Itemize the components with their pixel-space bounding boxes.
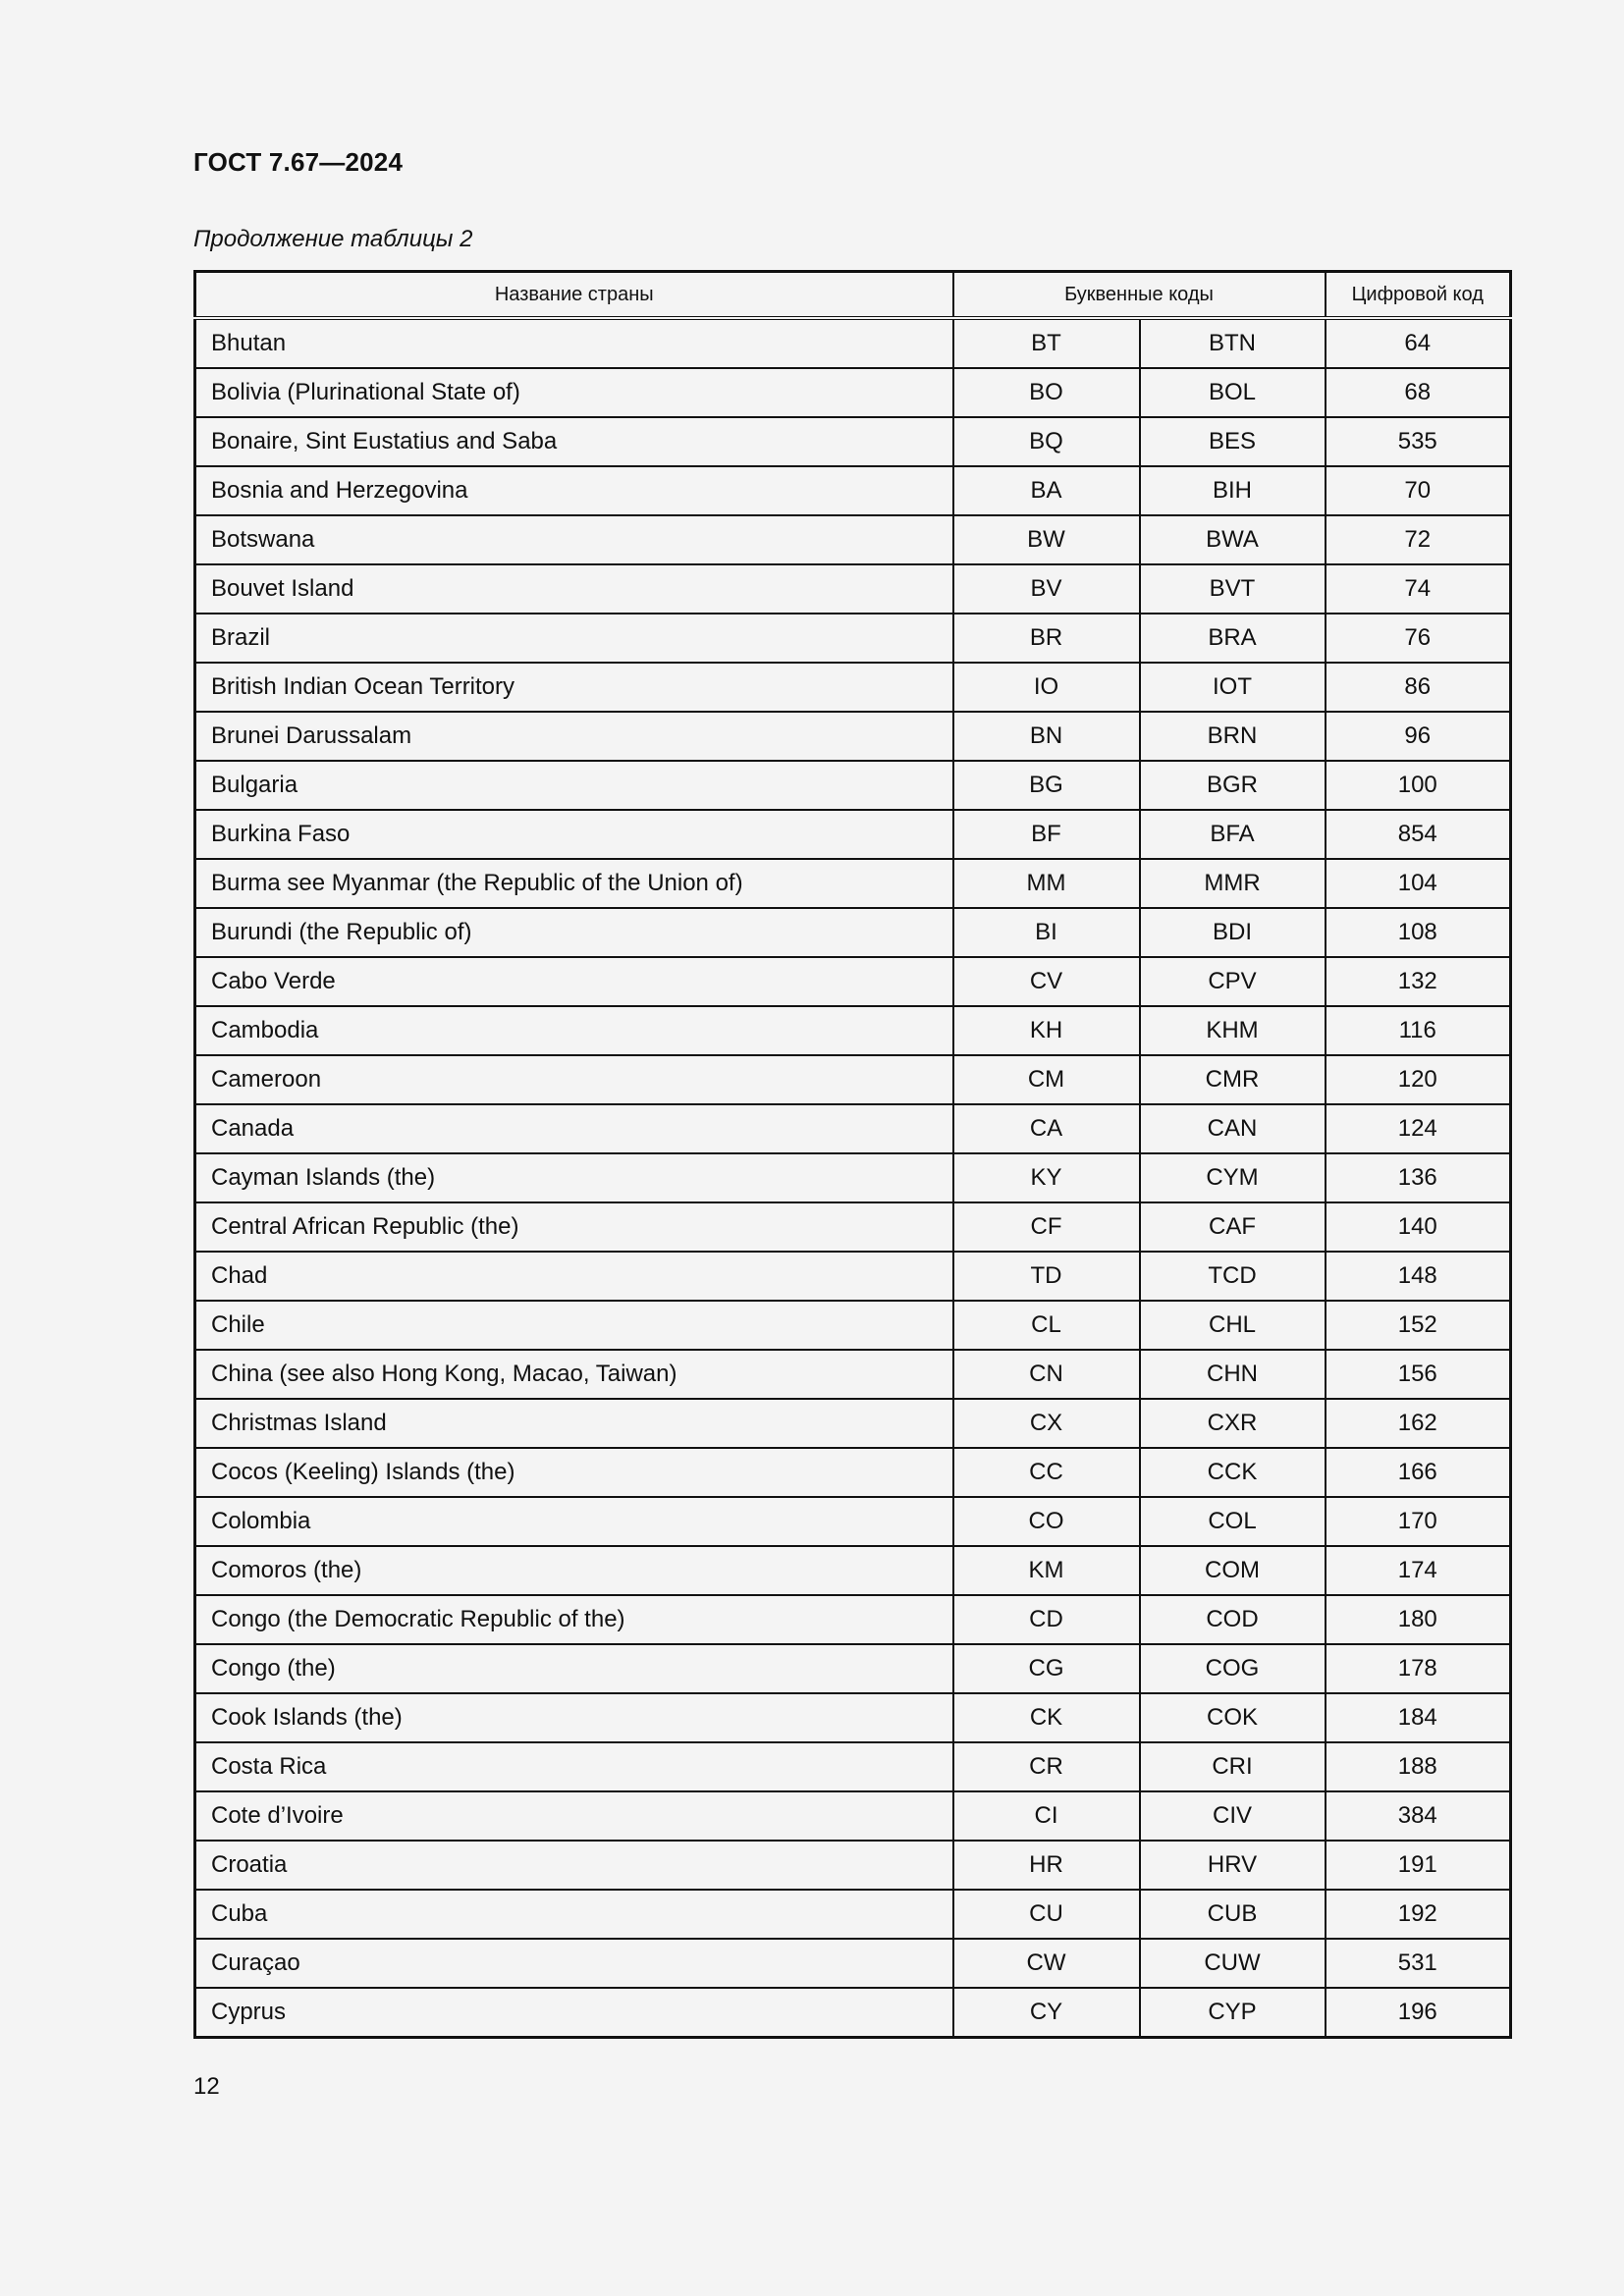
numeric-code-cell: 148 bbox=[1326, 1252, 1511, 1301]
numeric-code-cell: 188 bbox=[1326, 1742, 1511, 1791]
table-row bbox=[195, 1497, 1511, 1546]
table-row bbox=[195, 1448, 1511, 1497]
alpha2-code-cell: CA bbox=[953, 1104, 1140, 1153]
alpha2-code-cell: BT bbox=[953, 318, 1140, 368]
country-name-cell: Bhutan bbox=[195, 318, 953, 368]
alpha3-code-cell: BRA bbox=[1140, 614, 1326, 663]
numeric-code-cell: 72 bbox=[1326, 515, 1511, 564]
numeric-code-cell: 196 bbox=[1326, 1988, 1511, 2038]
table-row bbox=[195, 1644, 1511, 1693]
country-name-cell: Burkina Faso bbox=[195, 810, 953, 859]
alpha3-code-cell: CMR bbox=[1140, 1055, 1326, 1104]
table-row bbox=[195, 1104, 1511, 1153]
table-body bbox=[195, 318, 1511, 2038]
table-row bbox=[195, 564, 1511, 614]
country-name-cell: Colombia bbox=[195, 1497, 953, 1546]
table-row bbox=[195, 1055, 1511, 1104]
country-name-cell: Bolivia (Plurinational State of) bbox=[195, 368, 953, 417]
country-name-cell: Christmas Island bbox=[195, 1399, 953, 1448]
numeric-code-cell: 140 bbox=[1326, 1202, 1511, 1252]
alpha3-code-cell: BTN bbox=[1140, 318, 1326, 368]
header-country-name: Название страны bbox=[195, 272, 953, 319]
alpha2-code-cell: MM bbox=[953, 859, 1140, 908]
alpha3-code-cell: CXR bbox=[1140, 1399, 1326, 1448]
table-row bbox=[195, 515, 1511, 564]
alpha2-code-cell: BV bbox=[953, 564, 1140, 614]
table-row bbox=[195, 1791, 1511, 1841]
alpha3-code-cell: CYM bbox=[1140, 1153, 1326, 1202]
numeric-code-cell: 100 bbox=[1326, 761, 1511, 810]
alpha3-code-cell: BVT bbox=[1140, 564, 1326, 614]
table-row bbox=[195, 1890, 1511, 1939]
country-name-cell: Bosnia and Herzegovina bbox=[195, 466, 953, 515]
country-name-cell: Burundi (the Republic of) bbox=[195, 908, 953, 957]
country-name-cell: Cambodia bbox=[195, 1006, 953, 1055]
country-name-cell: Congo (the Democratic Republic of the) bbox=[195, 1595, 953, 1644]
table-row bbox=[195, 908, 1511, 957]
alpha3-code-cell: BDI bbox=[1140, 908, 1326, 957]
country-name-cell: Cyprus bbox=[195, 1988, 953, 2038]
country-name-cell: Burma see Myanmar (the Republic of the Union of) bbox=[195, 859, 953, 908]
alpha3-code-cell: CAF bbox=[1140, 1202, 1326, 1252]
numeric-code-cell: 104 bbox=[1326, 859, 1511, 908]
numeric-code-cell: 70 bbox=[1326, 466, 1511, 515]
table-row bbox=[195, 466, 1511, 515]
numeric-code-cell: 384 bbox=[1326, 1791, 1511, 1841]
numeric-code-cell: 535 bbox=[1326, 417, 1511, 466]
table-row bbox=[195, 1153, 1511, 1202]
alpha2-code-cell: KM bbox=[953, 1546, 1140, 1595]
alpha3-code-cell: CPV bbox=[1140, 957, 1326, 1006]
alpha2-code-cell: BI bbox=[953, 908, 1140, 957]
numeric-code-cell: 132 bbox=[1326, 957, 1511, 1006]
country-name-cell: Bonaire, Sint Eustatius and Saba bbox=[195, 417, 953, 466]
alpha3-code-cell: BIH bbox=[1140, 466, 1326, 515]
alpha3-code-cell: CHN bbox=[1140, 1350, 1326, 1399]
country-name-cell: Bouvet Island bbox=[195, 564, 953, 614]
alpha2-code-cell: KH bbox=[953, 1006, 1140, 1055]
table-row bbox=[195, 761, 1511, 810]
numeric-code-cell: 191 bbox=[1326, 1841, 1511, 1890]
alpha2-code-cell: CL bbox=[953, 1301, 1140, 1350]
table-row bbox=[195, 1841, 1511, 1890]
numeric-code-cell: 124 bbox=[1326, 1104, 1511, 1153]
table-header-row bbox=[195, 272, 1511, 319]
table-row bbox=[195, 417, 1511, 466]
alpha2-code-cell: CX bbox=[953, 1399, 1140, 1448]
numeric-code-cell: 86 bbox=[1326, 663, 1511, 712]
alpha2-code-cell: BO bbox=[953, 368, 1140, 417]
document-header: ГОСТ 7.67—2024 bbox=[193, 147, 404, 177]
table-row bbox=[195, 1350, 1511, 1399]
alpha2-code-cell: CG bbox=[953, 1644, 1140, 1693]
alpha3-code-cell: CRI bbox=[1140, 1742, 1326, 1791]
country-name-cell: Cameroon bbox=[195, 1055, 953, 1104]
alpha2-code-cell: BF bbox=[953, 810, 1140, 859]
country-name-cell: Bulgaria bbox=[195, 761, 953, 810]
country-name-cell: Chad bbox=[195, 1252, 953, 1301]
alpha3-code-cell: CUW bbox=[1140, 1939, 1326, 1988]
alpha3-code-cell: BWA bbox=[1140, 515, 1326, 564]
alpha2-code-cell: CC bbox=[953, 1448, 1140, 1497]
country-name-cell: Comoros (the) bbox=[195, 1546, 953, 1595]
numeric-code-cell: 178 bbox=[1326, 1644, 1511, 1693]
table-row bbox=[195, 1301, 1511, 1350]
alpha2-code-cell: BA bbox=[953, 466, 1140, 515]
table-row bbox=[195, 1988, 1511, 2038]
country-name-cell: Cuba bbox=[195, 1890, 953, 1939]
alpha3-code-cell: IOT bbox=[1140, 663, 1326, 712]
alpha2-code-cell: CK bbox=[953, 1693, 1140, 1742]
alpha2-code-cell: CN bbox=[953, 1350, 1140, 1399]
numeric-code-cell: 156 bbox=[1326, 1350, 1511, 1399]
alpha2-code-cell: TD bbox=[953, 1252, 1140, 1301]
table-row bbox=[195, 1399, 1511, 1448]
numeric-code-cell: 76 bbox=[1326, 614, 1511, 663]
alpha2-code-cell: CU bbox=[953, 1890, 1140, 1939]
alpha3-code-cell: CUB bbox=[1140, 1890, 1326, 1939]
page-number: 12 bbox=[193, 2073, 220, 2100]
table-row bbox=[195, 1546, 1511, 1595]
country-name-cell: British Indian Ocean Territory bbox=[195, 663, 953, 712]
table-row bbox=[195, 957, 1511, 1006]
alpha3-code-cell: COM bbox=[1140, 1546, 1326, 1595]
alpha2-code-cell: CR bbox=[953, 1742, 1140, 1791]
alpha3-code-cell: CCK bbox=[1140, 1448, 1326, 1497]
alpha2-code-cell: BW bbox=[953, 515, 1140, 564]
numeric-code-cell: 152 bbox=[1326, 1301, 1511, 1350]
numeric-code-cell: 136 bbox=[1326, 1153, 1511, 1202]
alpha3-code-cell: BES bbox=[1140, 417, 1326, 466]
header-alpha-codes: Буквенные коды bbox=[953, 272, 1326, 319]
alpha3-code-cell: BFA bbox=[1140, 810, 1326, 859]
country-name-cell: Brazil bbox=[195, 614, 953, 663]
country-name-cell: Cote d’Ivoire bbox=[195, 1791, 953, 1841]
alpha2-code-cell: CM bbox=[953, 1055, 1140, 1104]
alpha3-code-cell: BGR bbox=[1140, 761, 1326, 810]
numeric-code-cell: 174 bbox=[1326, 1546, 1511, 1595]
country-codes-table bbox=[193, 270, 1512, 2039]
table-row bbox=[195, 318, 1511, 368]
table-row bbox=[195, 1939, 1511, 1988]
country-name-cell: China (see also Hong Kong, Macao, Taiwan) bbox=[195, 1350, 953, 1399]
alpha3-code-cell: CAN bbox=[1140, 1104, 1326, 1153]
alpha2-code-cell: BR bbox=[953, 614, 1140, 663]
numeric-code-cell: 180 bbox=[1326, 1595, 1511, 1644]
alpha3-code-cell: KHM bbox=[1140, 1006, 1326, 1055]
country-name-cell: Central African Republic (the) bbox=[195, 1202, 953, 1252]
alpha2-code-cell: CF bbox=[953, 1202, 1140, 1252]
table-row bbox=[195, 1742, 1511, 1791]
country-name-cell: Chile bbox=[195, 1301, 953, 1350]
alpha3-code-cell: CYP bbox=[1140, 1988, 1326, 2038]
numeric-code-cell: 531 bbox=[1326, 1939, 1511, 1988]
country-name-cell: Congo (the) bbox=[195, 1644, 953, 1693]
country-name-cell: Botswana bbox=[195, 515, 953, 564]
alpha3-code-cell: TCD bbox=[1140, 1252, 1326, 1301]
numeric-code-cell: 184 bbox=[1326, 1693, 1511, 1742]
numeric-code-cell: 854 bbox=[1326, 810, 1511, 859]
alpha2-code-cell: CI bbox=[953, 1791, 1140, 1841]
numeric-code-cell: 96 bbox=[1326, 712, 1511, 761]
alpha3-code-cell: COK bbox=[1140, 1693, 1326, 1742]
alpha3-code-cell: CHL bbox=[1140, 1301, 1326, 1350]
numeric-code-cell: 108 bbox=[1326, 908, 1511, 957]
alpha3-code-cell: COD bbox=[1140, 1595, 1326, 1644]
table-row bbox=[195, 1252, 1511, 1301]
alpha3-code-cell: HRV bbox=[1140, 1841, 1326, 1890]
numeric-code-cell: 68 bbox=[1326, 368, 1511, 417]
table-row bbox=[195, 1595, 1511, 1644]
alpha3-code-cell: COG bbox=[1140, 1644, 1326, 1693]
table-row bbox=[195, 614, 1511, 663]
numeric-code-cell: 192 bbox=[1326, 1890, 1511, 1939]
alpha3-code-cell: COL bbox=[1140, 1497, 1326, 1546]
header-numeric-code: Цифровой код bbox=[1326, 272, 1511, 319]
alpha2-code-cell: HR bbox=[953, 1841, 1140, 1890]
numeric-code-cell: 162 bbox=[1326, 1399, 1511, 1448]
numeric-code-cell: 64 bbox=[1326, 318, 1511, 368]
table-row bbox=[195, 1006, 1511, 1055]
country-name-cell: Cook Islands (the) bbox=[195, 1693, 953, 1742]
country-name-cell: Costa Rica bbox=[195, 1742, 953, 1791]
alpha2-code-cell: CW bbox=[953, 1939, 1140, 1988]
table-row bbox=[195, 368, 1511, 417]
alpha2-code-cell: CY bbox=[953, 1988, 1140, 2038]
table-row bbox=[195, 663, 1511, 712]
alpha2-code-cell: CD bbox=[953, 1595, 1140, 1644]
country-name-cell: Brunei Darussalam bbox=[195, 712, 953, 761]
country-name-cell: Croatia bbox=[195, 1841, 953, 1890]
alpha2-code-cell: IO bbox=[953, 663, 1140, 712]
table-row bbox=[195, 810, 1511, 859]
numeric-code-cell: 170 bbox=[1326, 1497, 1511, 1546]
country-name-cell: Canada bbox=[195, 1104, 953, 1153]
alpha3-code-cell: CIV bbox=[1140, 1791, 1326, 1841]
alpha2-code-cell: CO bbox=[953, 1497, 1140, 1546]
country-name-cell: Cocos (Keeling) Islands (the) bbox=[195, 1448, 953, 1497]
alpha3-code-cell: MMR bbox=[1140, 859, 1326, 908]
numeric-code-cell: 116 bbox=[1326, 1006, 1511, 1055]
numeric-code-cell: 166 bbox=[1326, 1448, 1511, 1497]
country-name-cell: Cayman Islands (the) bbox=[195, 1153, 953, 1202]
alpha2-code-cell: BN bbox=[953, 712, 1140, 761]
numeric-code-cell: 74 bbox=[1326, 564, 1511, 614]
alpha3-code-cell: BOL bbox=[1140, 368, 1326, 417]
alpha2-code-cell: CV bbox=[953, 957, 1140, 1006]
alpha3-code-cell: BRN bbox=[1140, 712, 1326, 761]
alpha2-code-cell: BQ bbox=[953, 417, 1140, 466]
table-row bbox=[195, 859, 1511, 908]
country-name-cell: Curaçao bbox=[195, 1939, 953, 1988]
table-row bbox=[195, 1202, 1511, 1252]
numeric-code-cell: 120 bbox=[1326, 1055, 1511, 1104]
table-row bbox=[195, 712, 1511, 761]
alpha2-code-cell: BG bbox=[953, 761, 1140, 810]
country-name-cell: Cabo Verde bbox=[195, 957, 953, 1006]
alpha2-code-cell: KY bbox=[953, 1153, 1140, 1202]
table-caption: Продолжение таблицы 2 bbox=[193, 226, 473, 252]
table-row bbox=[195, 1693, 1511, 1742]
